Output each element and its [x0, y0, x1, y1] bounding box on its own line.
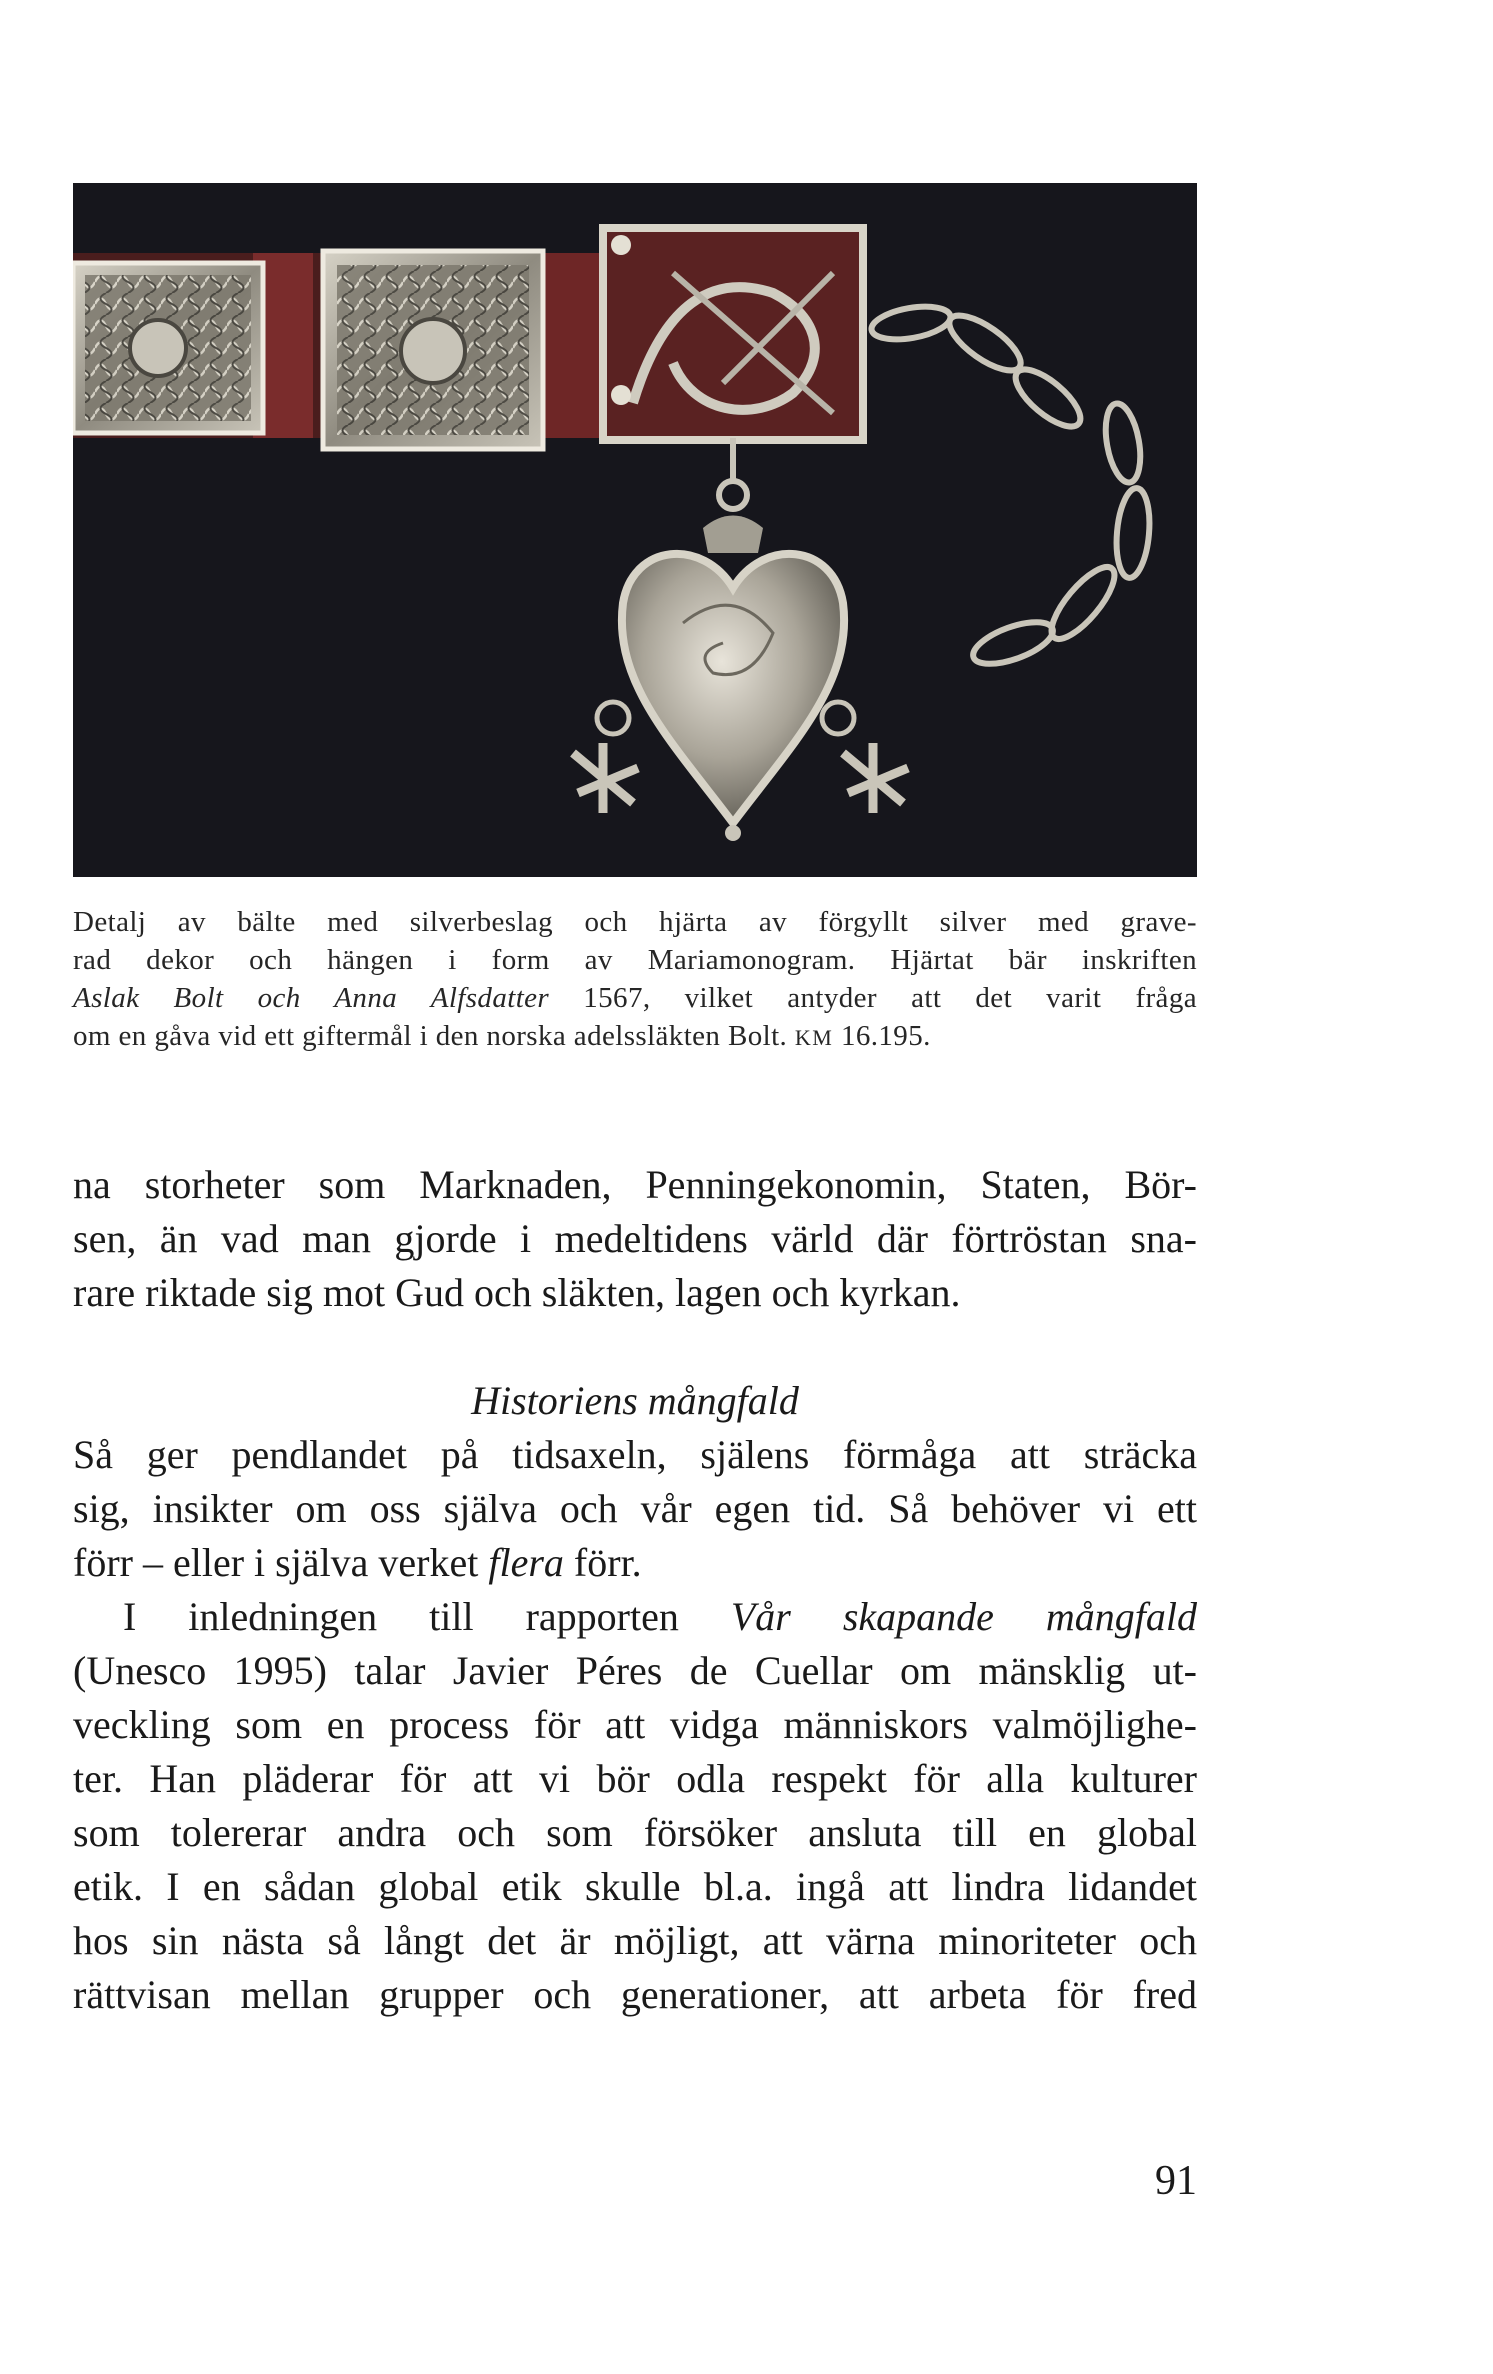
caption-catalog-number: 16.195. — [833, 1020, 931, 1052]
caption-text: om en gåva vid ett giftermål i den norska adelssläkten Bolt. — [73, 1020, 795, 1052]
body-line — [73, 1536, 1197, 1590]
body-line: etik. I en sådan global etik skulle bl.a. ingå att lindra lidandet — [73, 1864, 1197, 1909]
body-line: som tolererar andra och som försöker ansluta till en global — [73, 1810, 1197, 1855]
caption-text: 1567, vilket antyder att det varit fråga — [549, 982, 1197, 1014]
body-line: rare riktade sig mot Gud och släkten, lagen och kyrkan. — [73, 1270, 961, 1315]
caption-line — [73, 1017, 1197, 1057]
caption-line: rad dekor och hängen i form av Mariamonogram. Hjärtat bär inskriften — [73, 944, 1197, 976]
silver-belt-heart-pendant-icon — [73, 183, 1197, 877]
body-text — [73, 1158, 1197, 2022]
caption-museum-abbrev: KM — [794, 1025, 834, 1050]
photo-caption — [73, 903, 1197, 1057]
caption-line — [73, 979, 1197, 1017]
page-number: 91 — [1155, 2158, 1197, 2204]
body-line: sig, insikter om oss själva och vår egen tid. Så behöver vi ett — [73, 1486, 1197, 1531]
body-line — [73, 1590, 1197, 1644]
body-line: sen, än vad man gjorde i medeltidens värld där förtröstan sna- — [73, 1216, 1197, 1261]
body-line: Så ger pendlandet på tidsaxeln, själens förmåga att sträcka — [73, 1432, 1197, 1477]
body-emphasis: flera — [488, 1540, 564, 1585]
body-text-run: I inledningen till rapporten — [123, 1594, 731, 1639]
body-line: rättvisan mellan grupper och generationer, att arbeta för fred — [73, 1972, 1197, 2017]
body-line: na storheter som Marknaden, Penningekonomin, Staten, Bör- — [73, 1162, 1197, 1207]
caption-inscription: Aslak Bolt och Anna Alfsdatter — [73, 982, 550, 1014]
caption-line: Detalj av bälte med silverbeslag och hjärta av förgyllt silver med grave- — [73, 906, 1197, 938]
belt-photograph — [73, 183, 1197, 877]
body-line: veckling som en process för att vidga människors valmöjlighe- — [73, 1702, 1197, 1747]
section-heading: Historiens mångfald — [471, 1378, 799, 1423]
report-title: Vår skapande mångfald — [730, 1594, 1198, 1639]
body-line: hos sin nästa så långt det är möjligt, att värna minoriteter och — [73, 1918, 1197, 1963]
body-text-run: förr. — [563, 1540, 642, 1585]
body-line: (Unesco 1995) talar Javier Péres de Cuellar om mänsklig ut- — [73, 1648, 1197, 1693]
body-text-run: förr – eller i själva verket — [73, 1540, 489, 1585]
body-line: ter. Han pläderar för att vi bör odla respekt för alla kulturer — [73, 1756, 1197, 1801]
